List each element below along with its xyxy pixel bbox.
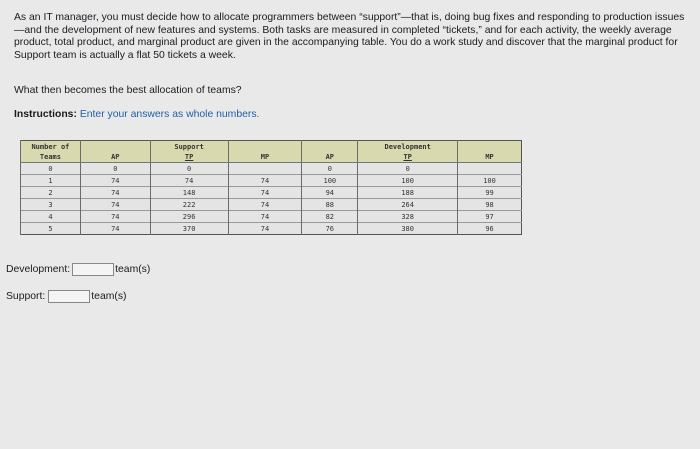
cell-support-mp: 74 (228, 175, 302, 187)
development-unit: team(s) (115, 264, 151, 275)
cell-development-mp: 96 (458, 223, 522, 235)
product-table (20, 140, 522, 235)
instructions (14, 109, 259, 120)
support-unit: team(s) (91, 291, 127, 302)
header-development-tp: TP (358, 152, 458, 163)
header-support: Support (150, 141, 228, 153)
header-development: Development (358, 141, 458, 153)
problem-statement: As an IT manager, you must decide how to allocate programmers between “support”—that is, doing bug fixes and responding to production issues—and the development of new features and systems. Both tasks are measured in completed “tickets,” and for each activity, the weekly average product, total product, and marginal product are given in the accompanying table. You do a work study and discover that the marginal product for Support team is actually a flat 50 tickets a week. (14, 12, 685, 61)
cell-development-mp (458, 163, 522, 175)
cell-teams: 1 (21, 175, 81, 187)
cell-teams: 5 (21, 223, 81, 235)
cell-support-ap: 74 (80, 223, 150, 235)
cell-development-ap: 82 (302, 211, 358, 223)
cell-teams: 3 (21, 199, 81, 211)
support-answer-row (6, 290, 127, 303)
table-row (21, 223, 522, 235)
development-label: Development: (6, 264, 71, 275)
cell-support-ap: 74 (80, 187, 150, 199)
cell-support-ap: 74 (80, 199, 150, 211)
cell-support-tp: 74 (150, 175, 228, 187)
cell-development-mp: 99 (458, 187, 522, 199)
instructions-label: Instructions: (14, 109, 77, 120)
instructions-text: Enter your answers as whole numbers. (79, 109, 260, 120)
cell-support-mp (228, 163, 302, 175)
header-support-ap: AP (80, 152, 150, 163)
cell-development-tp: 328 (358, 211, 458, 223)
cell-support-tp: 148 (150, 187, 228, 199)
table-row (21, 199, 522, 211)
cell-development-tp: 264 (358, 199, 458, 211)
cell-development-ap: 100 (302, 175, 358, 187)
cell-development-tp: 380 (358, 223, 458, 235)
cell-development-ap: 94 (302, 187, 358, 199)
table-row (21, 175, 522, 187)
header-support-mp: MP (228, 152, 302, 163)
cell-support-tp: 370 (150, 223, 228, 235)
cell-support-ap: 0 (80, 163, 150, 175)
cell-support-ap: 74 (80, 175, 150, 187)
cell-support-mp: 74 (228, 187, 302, 199)
header-teams: Teams (21, 152, 81, 163)
table-row (21, 187, 522, 199)
cell-development-tp: 188 (358, 187, 458, 199)
cell-support-tp: 0 (150, 163, 228, 175)
cell-development-ap: 0 (302, 163, 358, 175)
cell-development-mp: 98 (458, 199, 522, 211)
cell-teams: 4 (21, 211, 81, 223)
cell-support-ap: 74 (80, 211, 150, 223)
cell-support-mp: 74 (228, 223, 302, 235)
header-number-of: Number of (21, 141, 81, 153)
support-label: Support: (6, 291, 46, 302)
table-row (21, 163, 522, 175)
support-input[interactable] (48, 290, 90, 303)
table-row (21, 211, 522, 223)
cell-support-tp: 222 (150, 199, 228, 211)
header-support-tp: TP (150, 152, 228, 163)
cell-development-ap: 76 (302, 223, 358, 235)
header-development-ap: AP (302, 152, 358, 163)
question-text: What then becomes the best allocation of teams? (14, 85, 242, 96)
cell-support-tp: 296 (150, 211, 228, 223)
cell-development-ap: 88 (302, 199, 358, 211)
cell-support-mp: 74 (228, 211, 302, 223)
header-development-mp: MP (458, 152, 522, 163)
cell-teams: 0 (21, 163, 81, 175)
development-input[interactable] (72, 263, 114, 276)
cell-development-mp: 97 (458, 211, 522, 223)
cell-teams: 2 (21, 187, 81, 199)
cell-development-mp: 100 (458, 175, 522, 187)
cell-development-tp: 0 (358, 163, 458, 175)
cell-development-tp: 100 (358, 175, 458, 187)
development-answer-row (6, 263, 150, 276)
cell-support-mp: 74 (228, 199, 302, 211)
product-table-container (20, 140, 522, 235)
